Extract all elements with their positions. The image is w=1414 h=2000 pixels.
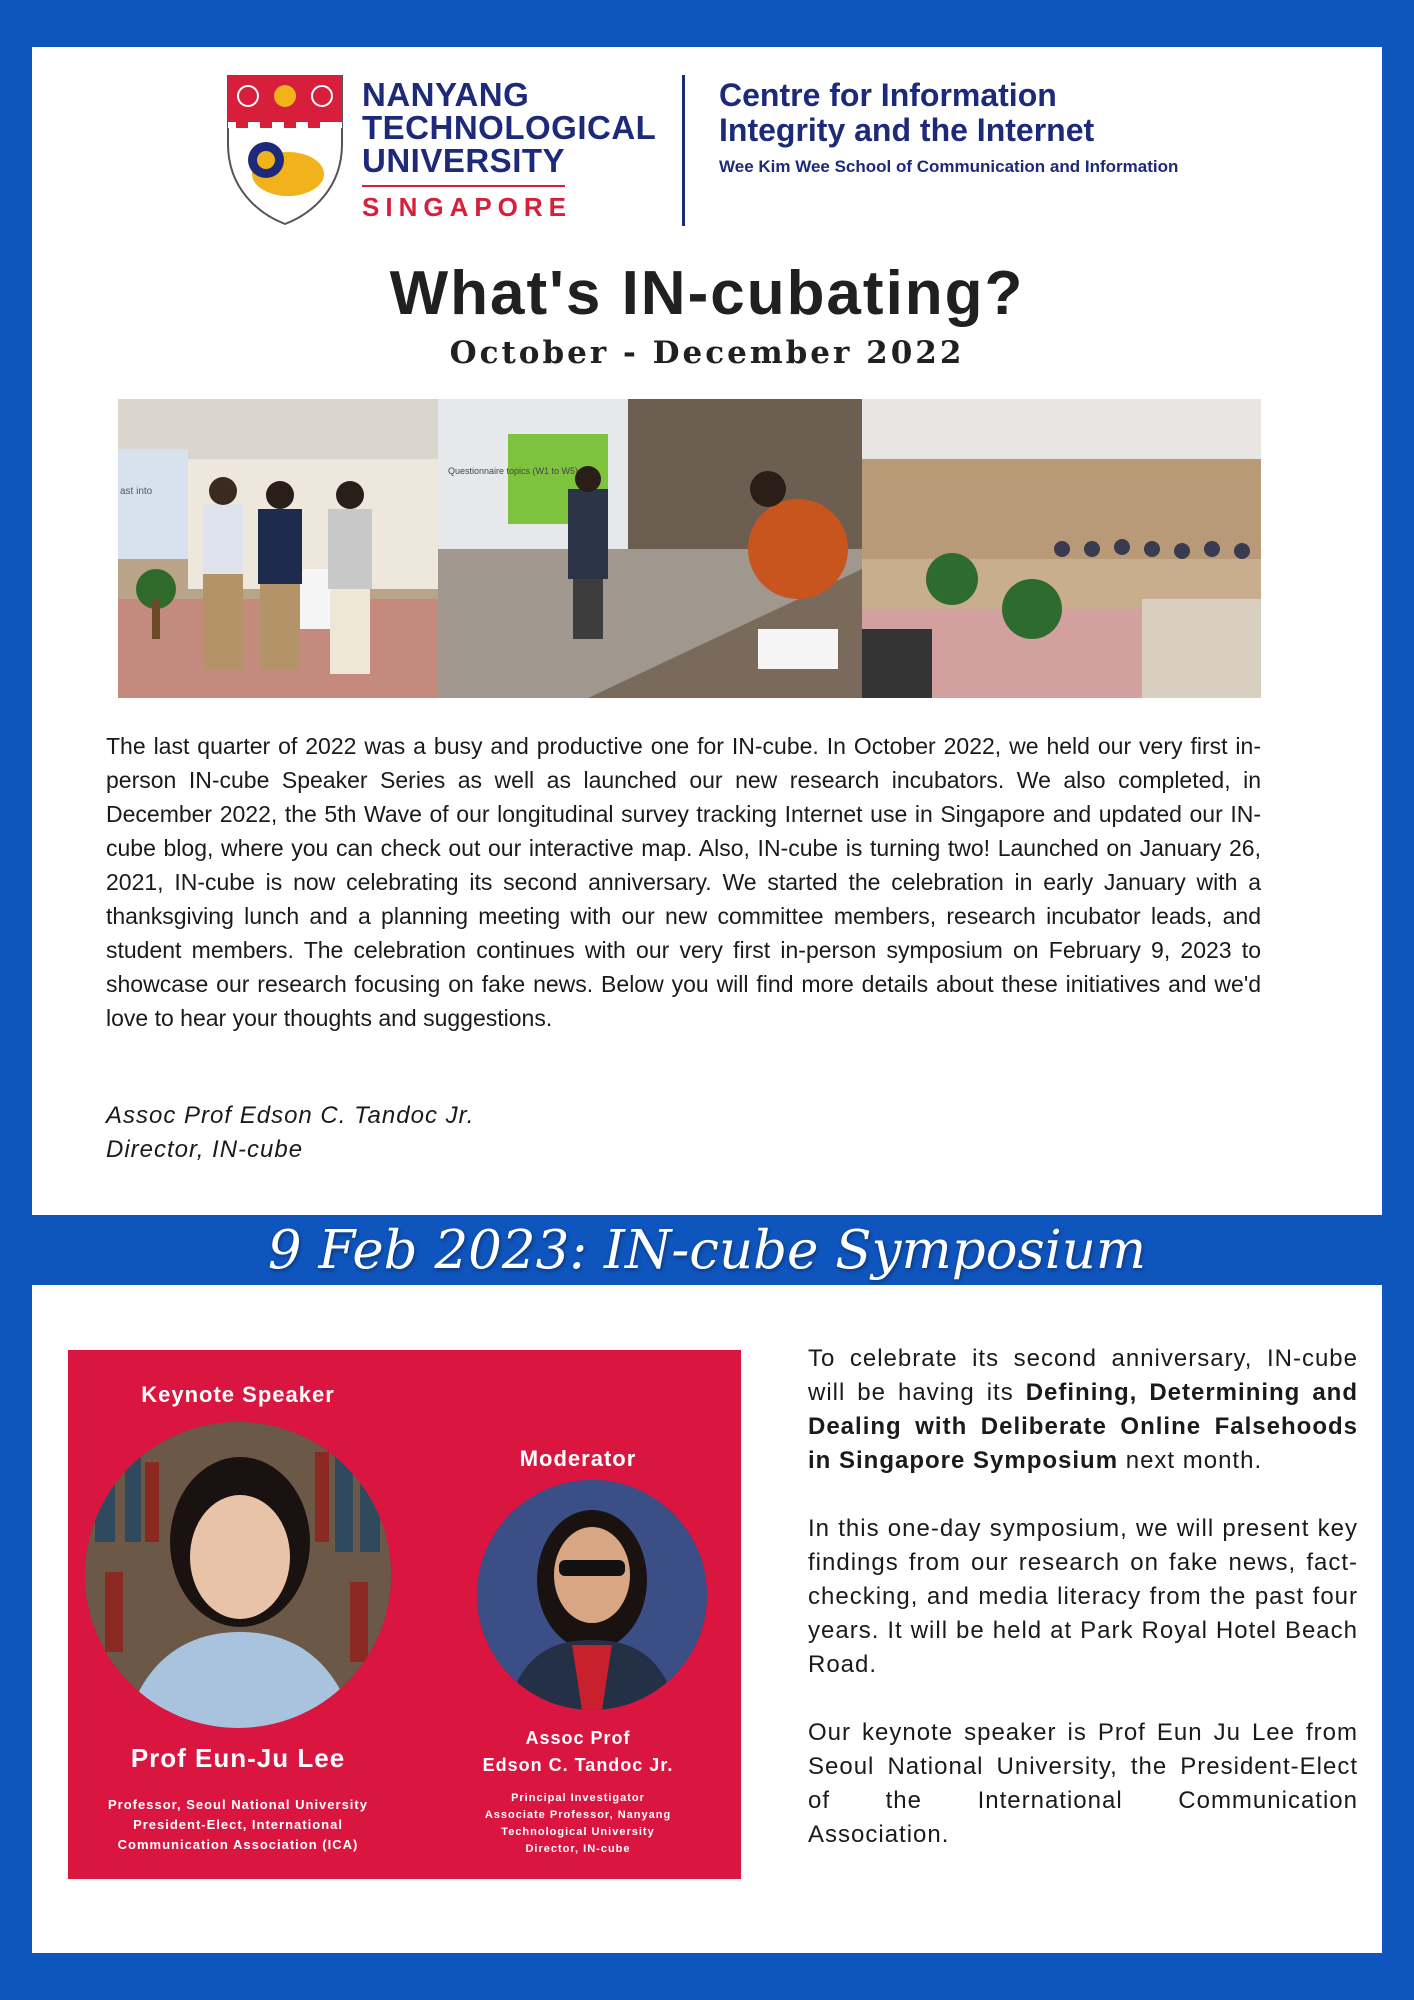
moderator-label: Moderator (519, 1446, 637, 1471)
intro-paragraph: The last quarter of 2022 was a busy and productive one for IN-cube. In October 2022, we held our very first in-person IN-cube Speaker Series as well as launched our new research incubators. We also completed, in December 2022, the 5th Wave of our longitudinal survey tracking Internet use in Singapore and updated our IN-cube blog, where you can check out our interactive map. Also, IN-cube is turning two! Launched on January 26, 2021, IN-cube is now celebrating its second anniversary. We started the celebration in early January with a thanksgiving lunch and a planning meeting with our new committee members, research incubator leads, and student members. The celebration continues with our very first in-person symposium on February 9, 2023 to showcase our research focusing on fake news. Below you will find more details about these initiatives and we'd love to hear your thoughts and suggestions. (106, 733, 1261, 1031)
moderator-description: Principal Investigator Associate Professor, Nanyang Technological University Director, IN-cube (484, 1792, 672, 1855)
page-subtitle: October - December 2022 (449, 335, 965, 371)
ntu-crest-logo (226, 74, 344, 226)
keynote-label: Keynote Speaker (141, 1382, 335, 1407)
symposium-paragraph-3: Our keynote speaker is Prof Eun Ju Lee from Seoul National University, the President-Elect of the International Communication Association. (808, 1719, 1358, 1848)
photo-audience (862, 399, 1261, 698)
ntu-name: NANYANG TECHNOLOGICAL UNIVERSITY (362, 76, 657, 179)
symposium-paragraph-1: To celebrate its second anniversary, IN-cube will be having its Defining, Determining and Dealing with Deliberate Online Falsehoods in Singapore Symposium next month. (808, 1345, 1358, 1474)
keynote-name: Prof Eun-Ju Lee (130, 1743, 346, 1773)
moderator-name: Assoc Prof Edson C. Tandoc Jr. (482, 1728, 674, 1775)
school-name: Wee Kim Wee School of Communication and Information (719, 157, 1179, 176)
photo-speaker-group (118, 399, 438, 698)
photo-strip (118, 399, 1261, 698)
logo-divider (682, 75, 685, 226)
symposium-heading: 9 Feb 2023: IN-cube Symposium (267, 1220, 1147, 1281)
ntu-country: SINGAPORE (362, 192, 573, 222)
symposium-description (808, 1342, 1358, 1886)
centre-name: Centre for Information Integrity and the Internet (719, 77, 1095, 148)
symposium-paragraph-2: In this one-day symposium, we will present key findings from our research on fake news, fact-checking, and media literacy from the past four years. It will be held at Park Royal Hotel Beach Road. (808, 1515, 1358, 1678)
page-title: What's IN-cubating? (389, 259, 1025, 328)
photo-presentation (438, 399, 862, 698)
signature (106, 1099, 474, 1167)
moderator-photo (477, 1480, 707, 1710)
ntu-rule (362, 185, 565, 187)
keynote-description: Professor, Seoul National University President-Elect, International Communication Association (ICA) (108, 1797, 368, 1852)
slide-text: Questionnaire topics (W1 to W5) (448, 466, 579, 476)
slide-left-text: ast into (120, 486, 153, 497)
keynote-photo (85, 1422, 391, 1728)
signature-role: Director, IN-cube (106, 1136, 304, 1163)
signature-name: Assoc Prof Edson C. Tandoc Jr. (106, 1102, 475, 1129)
speaker-poster (68, 1350, 741, 1879)
